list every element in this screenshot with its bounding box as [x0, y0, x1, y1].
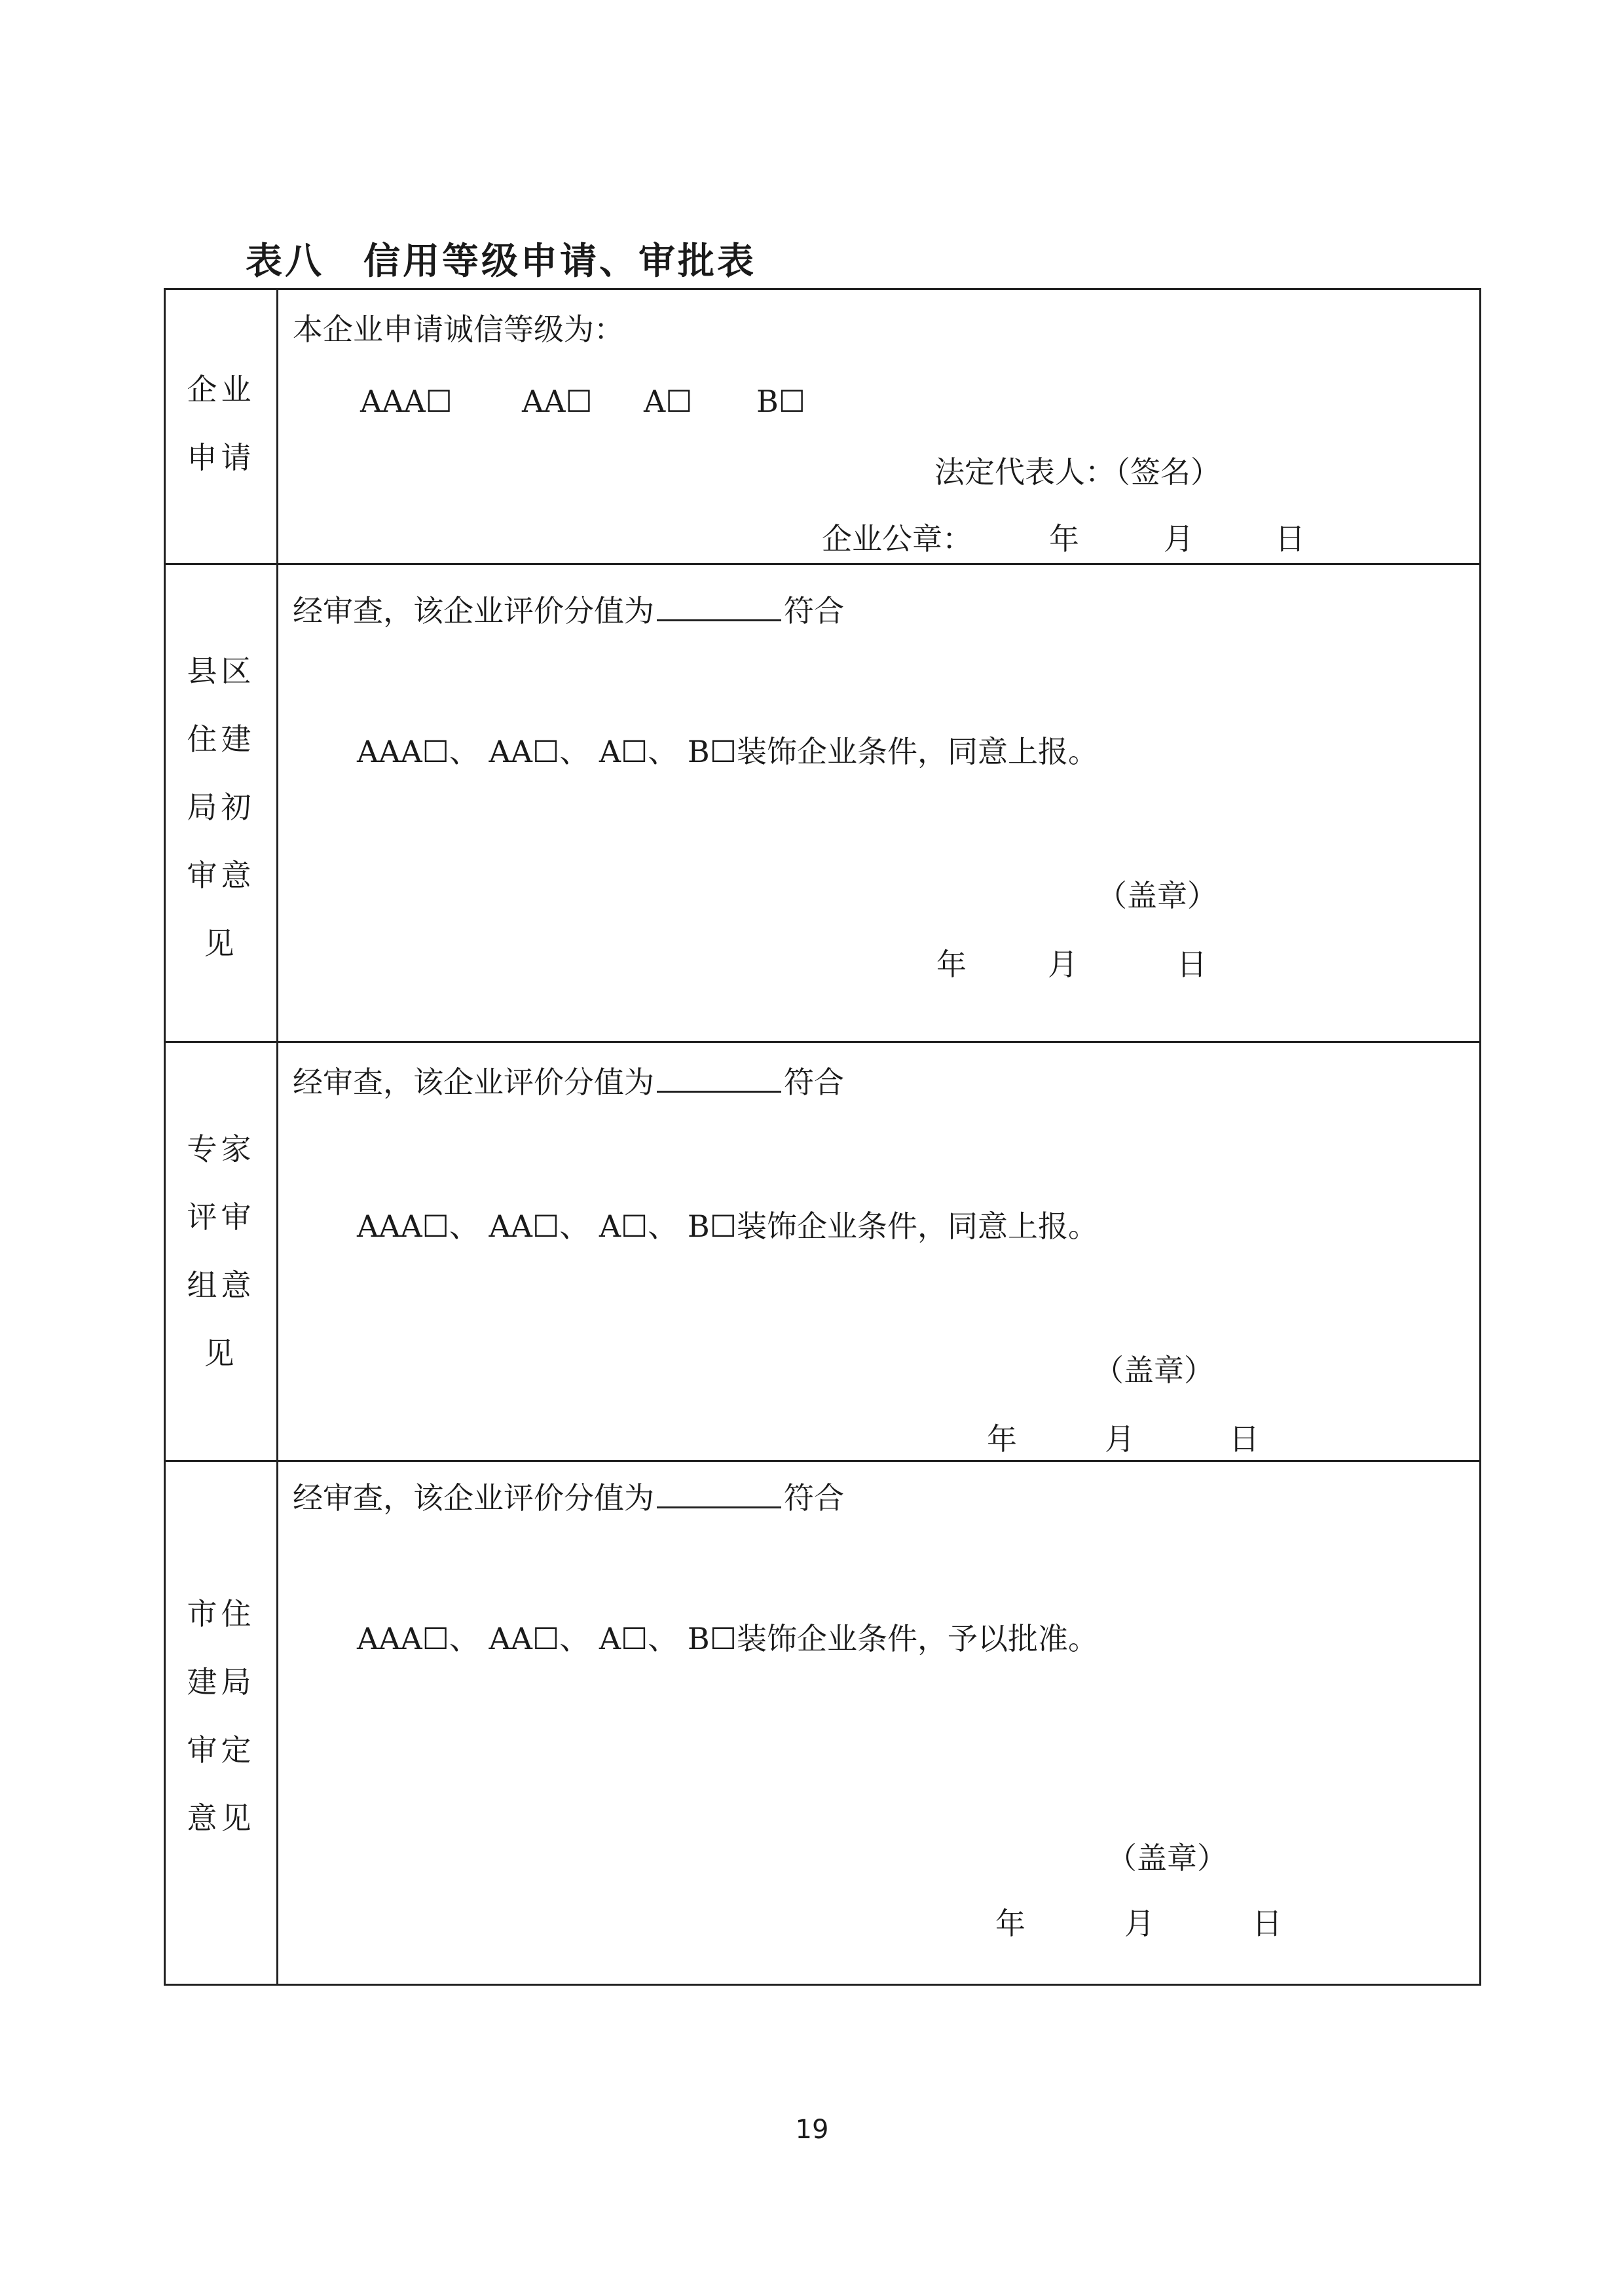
option-b[interactable]: B☐ [756, 384, 806, 419]
review-lead-text: 经审查，该企业评价分值为 [293, 593, 654, 629]
row-county-review [165, 564, 1481, 1042]
row-label: 专家 评审 组意 见 [187, 1131, 255, 1371]
content-cell [278, 1461, 1481, 1985]
option-aaa[interactable]: AAA☐ [360, 384, 452, 419]
grade-conditions: AAA☐、 AA☐、 A☐、 B☐装饰企业条件，同意上报。 [357, 1209, 1098, 1244]
row-expert-review [165, 1042, 1481, 1461]
date-month: 月 [1124, 1906, 1154, 1941]
form-title: 表八 信用等级申请、审批表 [246, 240, 756, 283]
row-enterprise-application [165, 289, 1481, 564]
content-cell [278, 289, 1481, 564]
grade-conditions: AAA☐、 AA☐、 A☐、 B☐装饰企业条件，予以批准。 [357, 1621, 1098, 1656]
page-number: 19 [795, 2115, 829, 2145]
date-month: 月 [1164, 521, 1194, 556]
review-lead-suffix: 符合 [784, 1480, 844, 1516]
label-cell [165, 289, 278, 564]
review-lead-text: 经审查，该企业评价分值为 [293, 1065, 654, 1100]
score-blank[interactable] [657, 593, 781, 621]
date-day: 日 [1229, 1421, 1259, 1457]
date-day: 日 [1252, 1906, 1282, 1941]
date-month: 月 [1105, 1421, 1135, 1457]
option-aa[interactable]: AA☐ [522, 384, 593, 419]
label-cell [165, 1461, 278, 1985]
content-cell [278, 564, 1481, 1042]
review-lead [293, 1063, 844, 1102]
label-cell [165, 564, 278, 1042]
seal-label: （盖章） [1107, 1840, 1227, 1876]
date-year: 年 [987, 1421, 1017, 1457]
date-year: 年 [995, 1906, 1025, 1941]
review-lead [293, 591, 844, 630]
review-lead-text: 经审查，该企业评价分值为 [293, 1480, 654, 1516]
review-lead-suffix: 符合 [784, 1065, 844, 1100]
approval-table [164, 288, 1481, 1986]
legal-rep-signature: 法定代表人：（签名） [934, 454, 1221, 490]
label-cell [165, 1042, 278, 1461]
review-lead-suffix: 符合 [784, 593, 844, 629]
review-lead [293, 1478, 844, 1518]
grade-conditions: AAA☐、 AA☐、 A☐、 B☐装饰企业条件，同意上报。 [357, 734, 1098, 769]
row-label: 企业 申请 [187, 372, 255, 475]
company-seal-label: 企业公章： [822, 521, 972, 556]
content-cell [278, 1042, 1481, 1461]
seal-label: （盖章） [1097, 878, 1217, 913]
application-intro: 本企业申请诚信等级为： [293, 312, 624, 347]
score-blank[interactable] [657, 1065, 781, 1093]
row-city-approval [165, 1461, 1481, 1985]
date-day: 日 [1177, 947, 1207, 982]
seal-label: （盖章） [1094, 1353, 1214, 1388]
row-label: 市住 建局 审定 意见 [187, 1596, 255, 1836]
score-blank[interactable] [657, 1480, 781, 1508]
row-label: 县区 住建 局初 审意 见 [187, 653, 255, 961]
option-a[interactable]: A☐ [644, 384, 693, 419]
date-month: 月 [1048, 947, 1078, 982]
date-day: 日 [1275, 521, 1305, 556]
date-year: 年 [936, 947, 967, 982]
date-year: 年 [1049, 521, 1079, 556]
